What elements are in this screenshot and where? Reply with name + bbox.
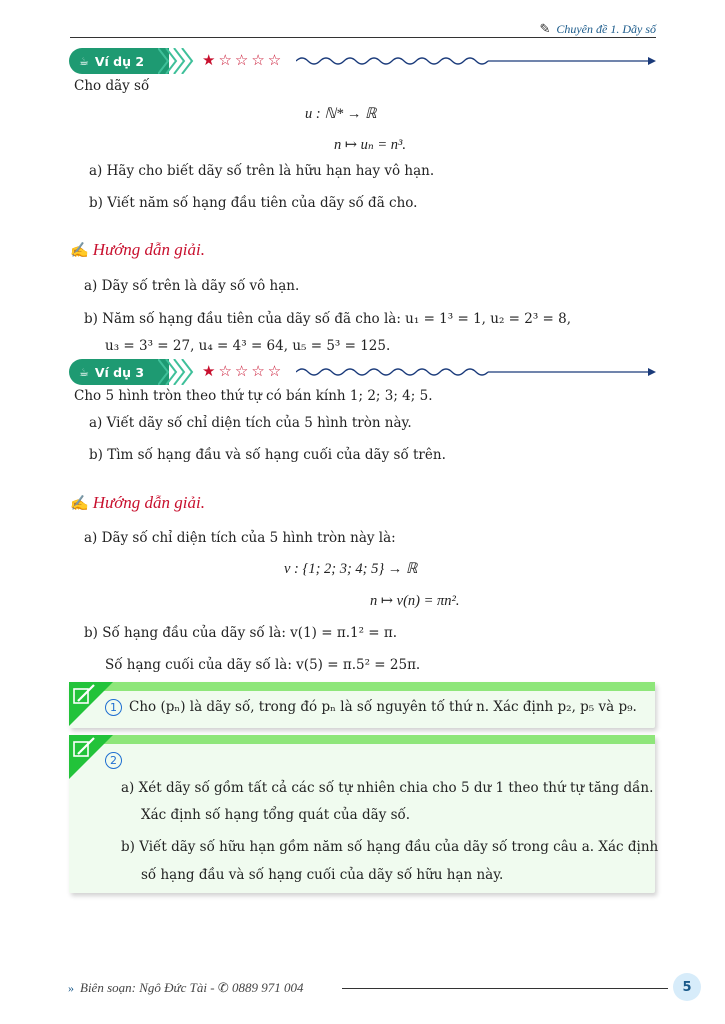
question-item: b) Viết năm số hạng đầu tiên của dãy số đã cho. xyxy=(89,195,418,211)
example-3-intro: Cho 5 hình tròn theo thứ tự có bán kính 1; 2; 3; 4; 5. xyxy=(74,388,433,404)
exercise-number-badge: 2 xyxy=(105,752,122,769)
pencil-edit-icon: ✎ xyxy=(539,21,551,36)
chevron-decoration xyxy=(158,359,198,385)
exercise-item-continuation: số hạng đầu và số hạng cuối của dãy số hữu hạn này. xyxy=(141,867,504,883)
solution-item: b) Năm số hạng đầu tiên của dãy số đã cho là: u₁ = 1³ = 1, u₂ = 2³ = 8, xyxy=(84,311,572,327)
chapter-title: ✎ Chuyên đề 1. Dãy số xyxy=(539,21,656,36)
example-2-intro: Cho dãy số xyxy=(74,78,150,94)
exercise-text: Cho (pₙ) là dãy số, trong đó pₙ là số nguyên tố thứ n. Xác định p₂, p₅ và p₉. xyxy=(129,699,637,715)
exercise-item: a) Xét dãy số gồm tất cả các số tự nhiên chia cho 5 dư 1 theo thứ tự tăng dần. xyxy=(121,780,654,796)
example-3-tag: ☕ Ví dụ 3 xyxy=(69,359,169,385)
formula-map: u : ℕ* → ℝ xyxy=(305,106,377,122)
footer-rule xyxy=(342,988,668,989)
footer-author: » Biên soạn: Ngô Đức Tài - ✆ 0889 971 004 xyxy=(68,980,304,995)
solution-item: a) Dãy số chỉ diện tích của 5 hình tròn này là: xyxy=(84,530,396,546)
exercise-number-badge: 1 xyxy=(105,699,122,716)
wavy-arrow-line xyxy=(296,53,658,69)
formula-rule: n ↦ uₙ = n³. xyxy=(334,137,407,153)
chevron-decoration xyxy=(158,48,198,74)
formula-rule: n ↦ v(n) = πn². xyxy=(370,593,460,609)
question-item: a) Hãy cho biết dãy số trên là hữu hạn hay vô hạn. xyxy=(89,163,435,179)
example-2-tag: ☕ Ví dụ 2 xyxy=(69,48,169,74)
solution-continuation: u₃ = 3³ = 27, u₄ = 4³ = 64, u₅ = 5³ = 125. xyxy=(105,338,391,354)
solution-heading: ✍ Hướng dẫn giải. xyxy=(70,240,206,259)
question-item: a) Viết dãy số chỉ diện tích của 5 hình tròn này. xyxy=(89,415,412,431)
solution-heading: ✍ Hướng dẫn giải. xyxy=(70,493,206,512)
pencil-icon xyxy=(72,683,98,707)
formula-map: v : {1; 2; 3; 4; 5} → ℝ xyxy=(284,561,418,577)
pencil-icon xyxy=(72,736,98,760)
box-top-band xyxy=(69,682,655,691)
exercise-item: b) Viết dãy số hữu hạn gồm năm số hạng đầu của dãy số trong câu a. Xác định xyxy=(121,839,659,855)
double-chevron-icon: » xyxy=(68,981,74,995)
solution-item: a) Dãy số trên là dãy số vô hạn. xyxy=(84,278,300,294)
writing-hand-icon: ✍ xyxy=(70,496,89,512)
exercise-item-continuation: Xác định số hạng tổng quát của dãy số. xyxy=(141,807,411,823)
page-number: 5 xyxy=(673,973,701,1001)
question-item: b) Tìm số hạng đầu và số hạng cuối của dãy số trên. xyxy=(89,447,446,463)
wavy-arrow-line xyxy=(296,364,658,380)
box-top-band xyxy=(69,735,655,744)
header-rule xyxy=(70,37,656,38)
coffee-cup-icon: ☕ xyxy=(79,365,89,379)
difficulty-stars: ★☆☆☆☆ xyxy=(202,362,285,380)
phone-icon: ✆ xyxy=(217,980,229,995)
solution-continuation: Số hạng cuối của dãy số là: v(5) = π.5² = 25π. xyxy=(105,657,421,673)
solution-item: b) Số hạng đầu của dãy số là: v(1) = π.1² = π. xyxy=(84,625,398,641)
coffee-cup-icon: ☕ xyxy=(79,54,89,68)
writing-hand-icon: ✍ xyxy=(70,243,89,259)
difficulty-stars: ★☆☆☆☆ xyxy=(202,51,285,69)
